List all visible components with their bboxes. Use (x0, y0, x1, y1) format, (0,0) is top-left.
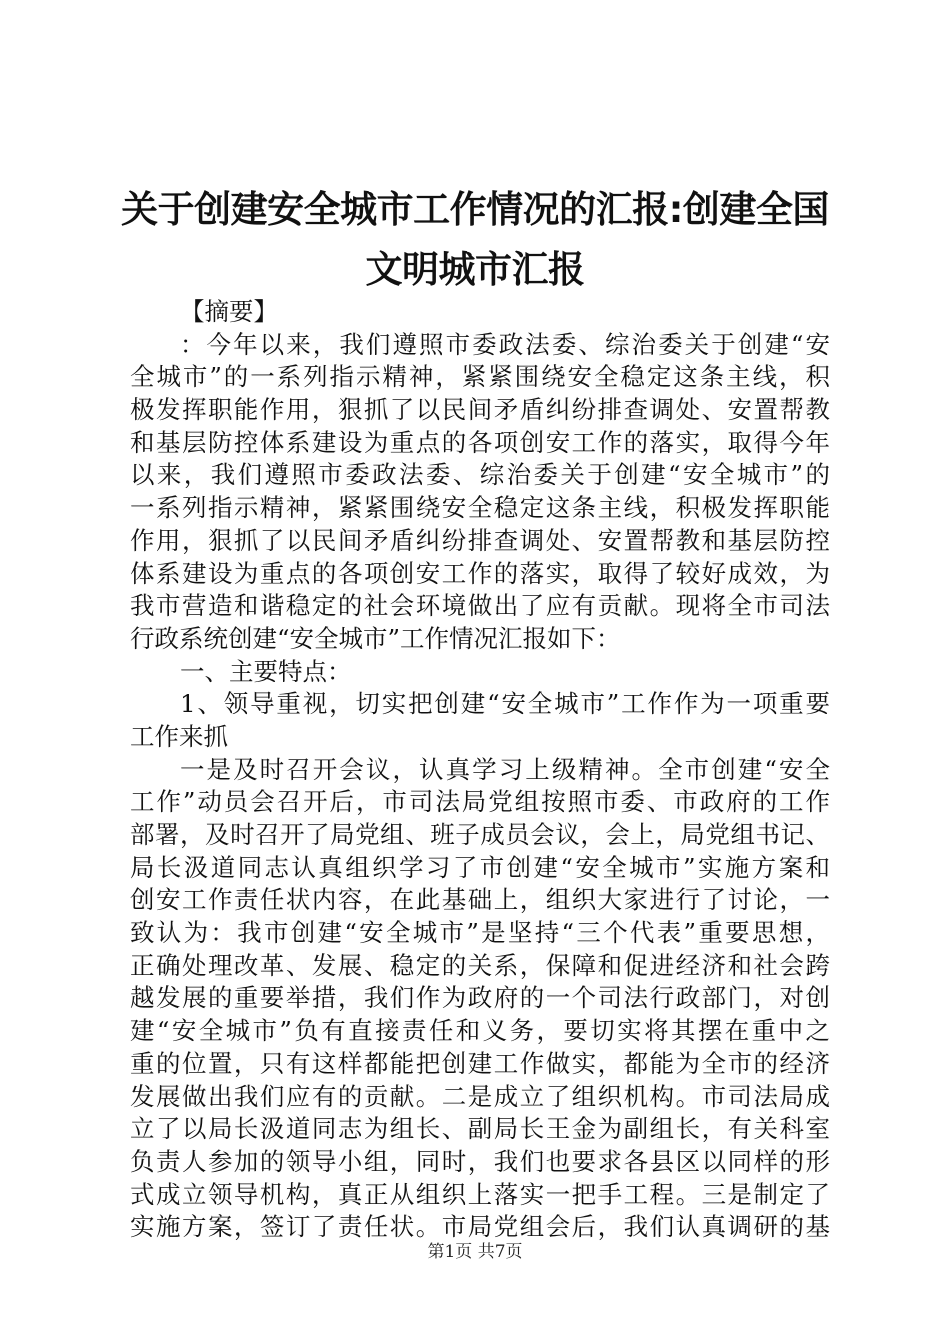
page-number-footer: 第1页 共7页 (427, 1242, 523, 1262)
paragraph-line: 行政系统创建“安全城市”工作情况汇报如下： (130, 623, 621, 653)
paragraph-line: 和基层防控体系建设为重点的各项创安工作的落实，取得今年 (130, 427, 830, 457)
paragraph-line: 全城市”的一系列指示精神，紧紧围绕安全稳定这条主线，积 (130, 362, 830, 392)
paragraph-line: 致认为：我市创建“安全城市”是坚持“三个代表”重要思想， (130, 918, 830, 948)
paragraph-line: 一系列指示精神，紧紧围绕安全稳定这条主线，积极发挥职能 (130, 493, 830, 523)
paragraph-line: 我市营造和谐稳定的社会环境做出了应有贡献。现将全市司法 (130, 591, 830, 621)
paragraph-line: ：今年以来，我们遵照市委政法委、综治委关于创建“安 (180, 329, 830, 359)
paragraph-line: 建“安全城市”负有直接责任和义务，要切实将其摆在重中之 (130, 1016, 830, 1046)
paragraph-line: 发展做出我们应有的贡献。二是成立了组织机构。市司法局成 (130, 1081, 830, 1111)
section-heading: 一、主要特点： (180, 656, 352, 686)
paragraph-line: 式成立领导机构，真正从组织上落实一把手工程。三是制定了 (130, 1179, 830, 1209)
paragraph-line: 作用，狠抓了以民间矛盾纠纷排查调处、安置帮教和基层防控 (130, 525, 830, 555)
paragraph-line: 部署，及时召开了局党组、班子成员会议，会上，局党组书记、 (130, 820, 830, 849)
paragraph-line: 立了以局长汲道同志为组长、副局长王金为副组长，有关科室 (130, 1114, 830, 1144)
document-body (130, 296, 830, 1244)
paragraph-line: 越发展的重要举措，我们作为政府的一个司法行政部门，对创 (130, 983, 830, 1013)
paragraph-line: 体系建设为重点的各项创安工作的落实，取得了较好成效，为 (130, 558, 830, 588)
paragraph-line: 重的位置，只有这样都能把创建工作做实，都能为全市的经济 (130, 1048, 830, 1078)
paragraph-line: 局长汲道同志认真组织学习了市创建“安全城市”实施方案和 (130, 852, 830, 882)
paragraph-line: 极发挥职能作用，狠抓了以民间矛盾纠纷排查调处、安置帮教 (130, 395, 830, 425)
paragraph-line: 工作”动员会召开后，市司法局党组按照市委、市政府的工作 (130, 787, 830, 817)
document-title-line-1: 关于创建安全城市工作情况的汇报:创建全国 (121, 188, 829, 231)
abstract-heading: 【摘要】 (180, 297, 278, 326)
document-title-line-2: 文明城市汇报 (365, 248, 585, 291)
paragraph-line: 负责人参加的领导小组，同时，我们也要求各县区以同样的形 (130, 1146, 830, 1176)
subsection-heading: 1、领导重视，切实把创建“安全城市”工作作为一项重要 (180, 689, 830, 719)
paragraph-line: 创安工作责任状内容，在此基础上，组织大家进行了讨论，一 (130, 885, 830, 915)
paragraph-line: 一是及时召开会议，认真学习上级精神。全市创建“安全 (180, 754, 830, 784)
paragraph-line: 实施方案，签订了责任状。市局党组会后，我们认真调研的基 (130, 1212, 830, 1242)
paragraph-line: 以来，我们遵照市委政法委、综治委关于创建“安全城市”的 (130, 460, 830, 490)
paragraph-line: 正确处理改革、发展、稳定的关系，保障和促进经济和社会跨 (130, 950, 830, 980)
subsection-heading-continued: 工作来抓 (130, 721, 228, 751)
